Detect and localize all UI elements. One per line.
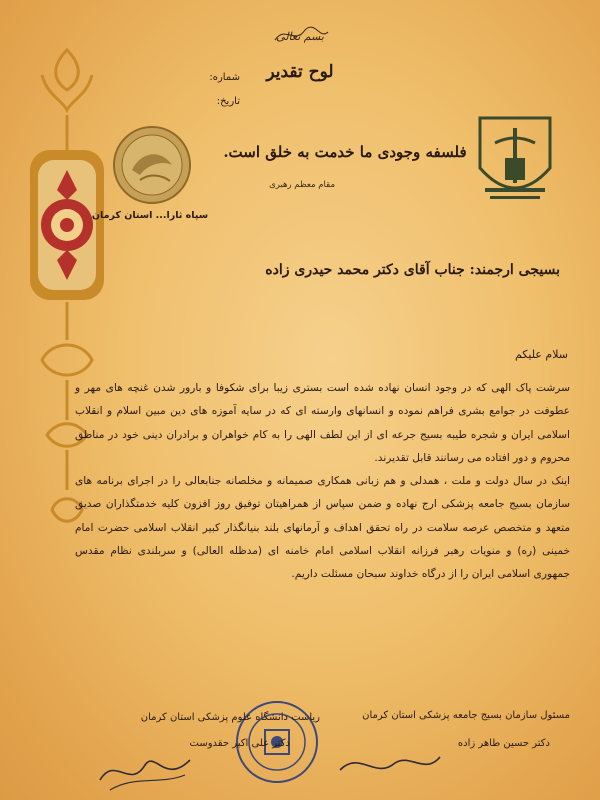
signature-right [335, 745, 445, 785]
seal-caption: سپاه ثارا... استان کرمان [91, 210, 209, 221]
leader-quote: فلسفه وجودی ما خدمت به خلق است. [223, 143, 467, 161]
bismillah: بسم تعالی [276, 30, 324, 43]
signature-left [95, 745, 195, 795]
irgc-emblem [470, 108, 560, 218]
signatory-right-name: دکتر حسین طاهر زاده [457, 738, 550, 749]
quote-source: مقام معظم رهبری [269, 180, 335, 190]
certificate-title: لوح تقدیر [266, 62, 334, 82]
greeting: سلام علیکم [514, 348, 568, 361]
recipient-line: بسیجی ارجمند: جناب آقای دکتر محمد حیدری زاده [265, 262, 560, 278]
body-paragraph-1: سرشت پاک الهی که در وجود انسان نهاده شده است بستری زیبا برای شکوفا و بارور شدن غنچه های مهر و عطوفت در جوامع بشری فراهم نموده و انسانهای وارسته ای که در سایه آموزه های دین مبین اسلام و انقلاب اسلامی ایران و شجره طیبه بسیج جرعه ای از این لطف الهی را به کام خواهران و برادران دینی خود در مناطق محروم و دور افتاده می رسانند قابل تقدیرند. [75, 382, 570, 464]
body-paragraph-2: اینک در سال دولت و ملت ، همدلی و هم زبانی همکاری صمیمانه و مخلصانه جنابعالی را در اجرای برنامه های سازمان بسیج جامعه پزشکی ارج نهاده و ضمن سپاس از همراهیتان توفیق روز افزون کلیه خدمتگذاران صدیق متعهد و متخصص عرصه سلامت در راه تحقق اهداف و آرمانهای بلند بنیانگذار کبیر انقلاب اسلامی حضرت امام خمینی (ره) و منویات رهبر فرزانه انقلاب اسلامی امام خامنه ای (مدظله العالی) و سربلندی نظام مقدس جمهوری اسلامی ایران را از درگاه خداوند سبحان مسئلت داریم. [75, 475, 570, 581]
signatory-left-name: دکتر علی اکبر حقدوست [189, 738, 290, 749]
date-label: تاریخ: [216, 96, 240, 107]
certificate-body [75, 377, 570, 587]
number-label: شماره: [209, 72, 240, 83]
signatory-right-title: مسئول سازمان بسیج جامعه پزشکی استان کرمان [362, 710, 570, 721]
medical-basij-seal [112, 125, 192, 205]
signatory-left-title: ریاست دانشگاه علوم پزشکی استان کرمان [140, 712, 320, 723]
